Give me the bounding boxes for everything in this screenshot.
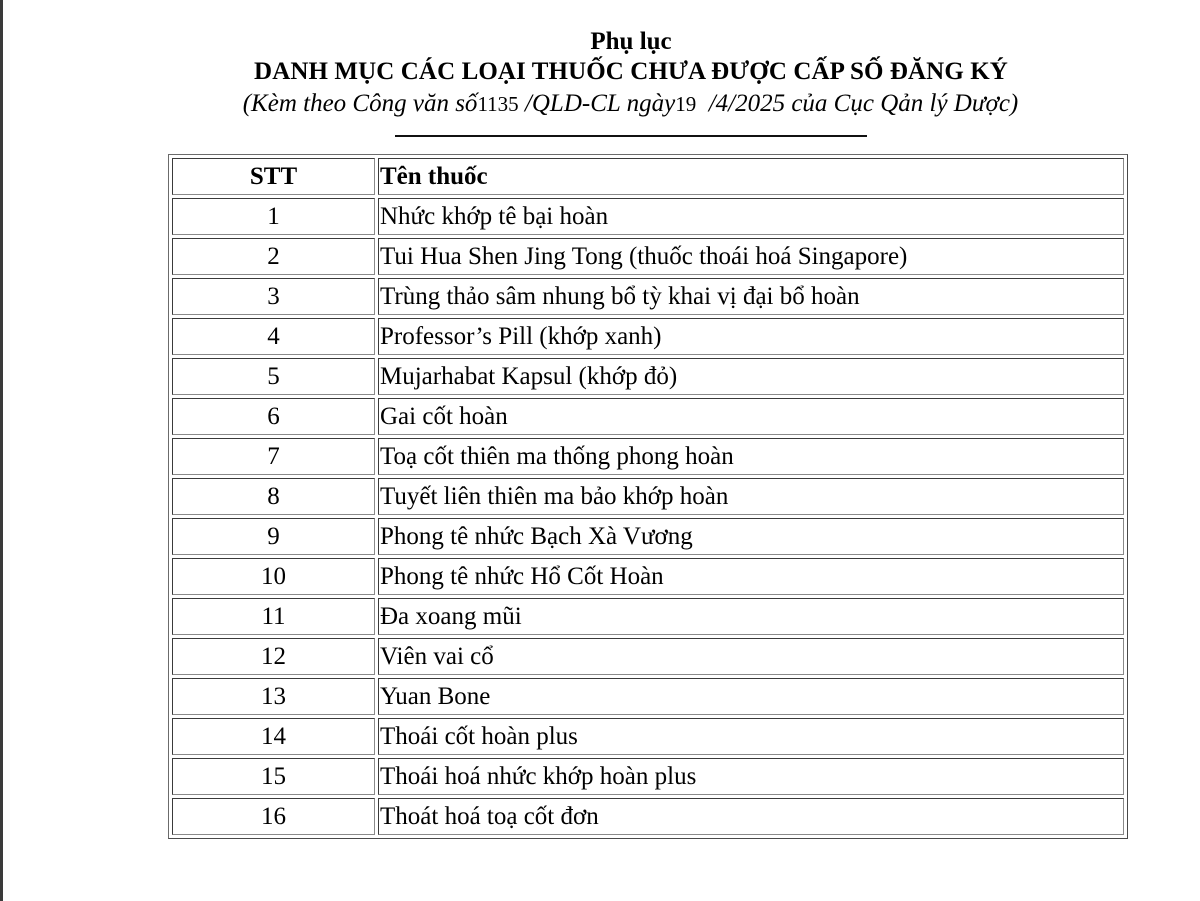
row-drug-name: Yuan Bone	[378, 678, 1124, 715]
window-left-edge	[0, 0, 3, 901]
row-drug-name: Thoái hoá nhức khớp hoàn plus	[378, 758, 1124, 795]
subtitle-prefix: (Kèm theo Công văn số	[242, 90, 478, 117]
row-drug-name: Đa xoang mũi	[378, 598, 1124, 635]
row-stt: 9	[172, 518, 375, 555]
row-stt: 2	[172, 238, 375, 275]
row-stt: 11	[172, 598, 375, 635]
table-header-row	[172, 158, 1124, 195]
subtitle-date-rest: /4/2025 của Cục Qản lý Dược)	[696, 90, 1019, 117]
row-stt: 13	[172, 678, 375, 715]
row-drug-name: Thoái cốt hoàn plus	[378, 718, 1124, 755]
table-row	[172, 718, 1124, 755]
table-row	[172, 358, 1124, 395]
row-stt: 10	[172, 558, 375, 595]
row-stt: 7	[172, 438, 375, 475]
row-drug-name: Trùng thảo sâm nhung bổ tỳ khai vị đại bổ hoàn	[378, 278, 1124, 315]
table-row	[172, 758, 1124, 795]
document-day: 19	[675, 92, 697, 116]
document-title: DANH MỤC CÁC LOẠI THUỐC CHƯA ĐƯỢC CẤP SỐ ĐĂNG KÝ	[254, 58, 1008, 85]
row-stt: 6	[172, 398, 375, 435]
header-drug-name: Tên thuốc	[378, 158, 1124, 195]
row-drug-name: Gai cốt hoàn	[378, 398, 1124, 435]
row-drug-name: Tuyết liên thiên ma bảo khớp hoàn	[378, 478, 1124, 515]
table-row	[172, 518, 1124, 555]
row-stt: 1	[172, 198, 375, 235]
row-stt: 8	[172, 478, 375, 515]
table-row	[172, 798, 1124, 835]
row-stt: 5	[172, 358, 375, 395]
header-divider	[395, 135, 867, 137]
table-row	[172, 318, 1124, 355]
row-drug-name: Phong tê nhức Bạch Xà Vương	[378, 518, 1124, 555]
table-row	[172, 478, 1124, 515]
row-stt: 12	[172, 638, 375, 675]
table-row	[172, 558, 1124, 595]
document-number: 1135	[477, 92, 519, 116]
table-row	[172, 238, 1124, 275]
row-stt: 16	[172, 798, 375, 835]
table-row	[172, 678, 1124, 715]
row-drug-name: Professor’s Pill (khớp xanh)	[378, 318, 1124, 355]
row-drug-name: Thoát hoá toạ cốt đơn	[378, 798, 1124, 835]
table-row	[172, 278, 1124, 315]
row-drug-name: Viên vai cổ	[378, 638, 1124, 675]
row-stt: 4	[172, 318, 375, 355]
row-drug-name: Tui Hua Shen Jing Tong (thuốc thoái hoá Singapore)	[378, 238, 1124, 275]
table-row	[172, 598, 1124, 635]
drug-list-table	[168, 154, 1128, 839]
table-row	[172, 638, 1124, 675]
row-drug-name: Phong tê nhức Hổ Cốt Hoàn	[378, 558, 1124, 595]
row-drug-name: Toạ cốt thiên ma thống phong hoàn	[378, 438, 1124, 475]
row-stt: 14	[172, 718, 375, 755]
row-drug-name: Nhức khớp tê bại hoàn	[378, 198, 1124, 235]
subtitle-doc-code: /QLD-CL ngày	[518, 90, 676, 117]
document-header	[0, 28, 1200, 120]
table-row	[172, 438, 1124, 475]
row-drug-name: Mujarhabat Kapsul (khớp đỏ)	[378, 358, 1124, 395]
document-subtitle	[0, 88, 1200, 120]
row-stt: 3	[172, 278, 375, 315]
row-stt: 15	[172, 758, 375, 795]
header-stt: STT	[172, 158, 375, 195]
table-row	[172, 398, 1124, 435]
table-row	[172, 198, 1124, 235]
appendix-label: Phụ lục	[590, 28, 672, 55]
